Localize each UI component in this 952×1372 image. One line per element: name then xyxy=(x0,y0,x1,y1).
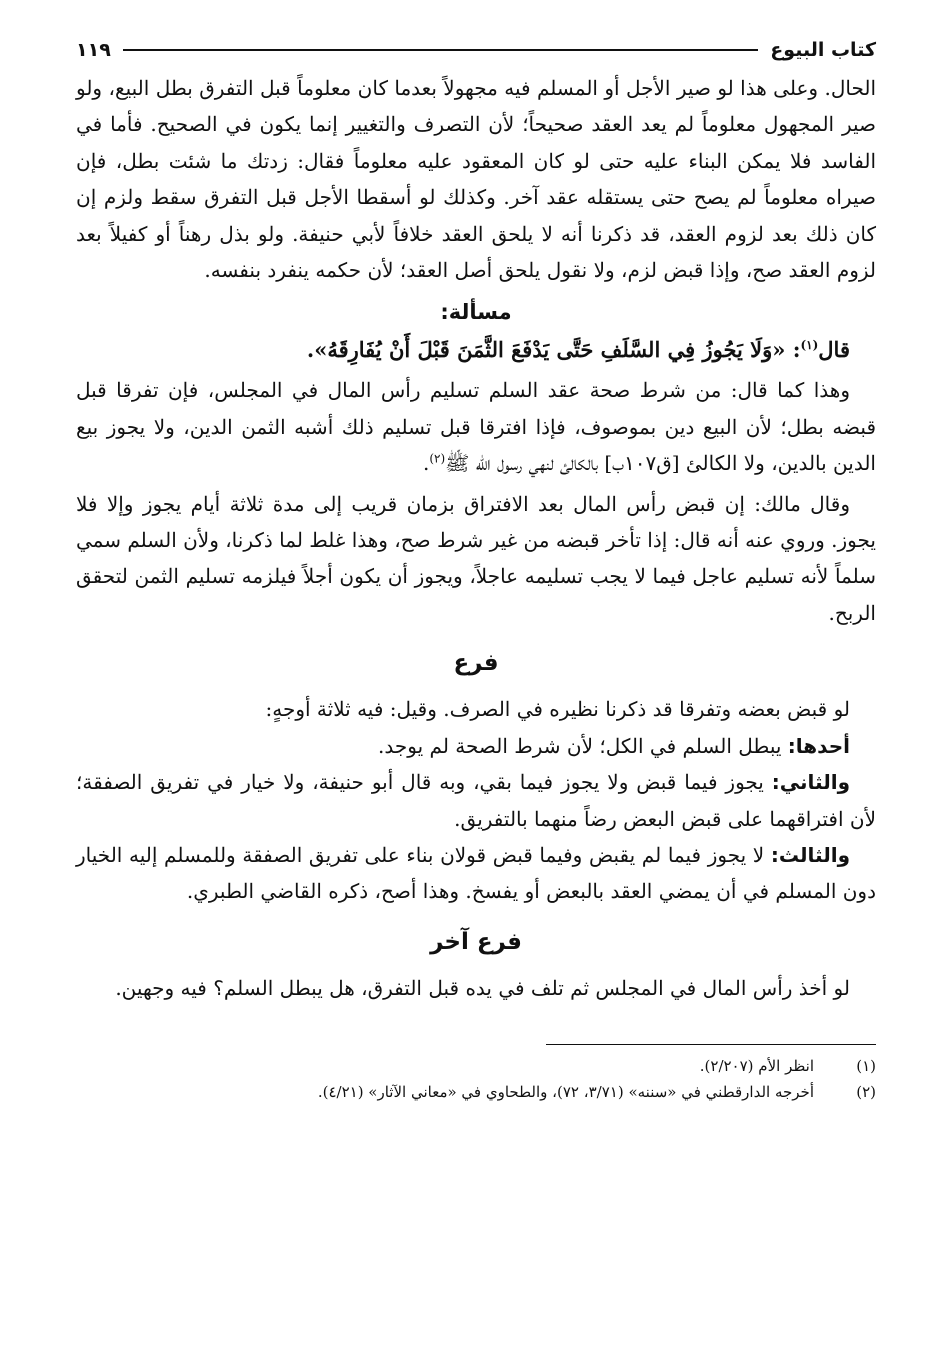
running-header xyxy=(76,30,876,70)
footnote-2 xyxy=(76,1079,876,1105)
paragraph-partial-receipt: لو قبض بعضه وتفرقا قد ذكرنا نظيره في الصرف. وقيل: فيه ثلاثة أوجهٍ: xyxy=(265,697,850,722)
footnote-ref-1[interactable]: (١) xyxy=(800,338,819,353)
opinion-third-text: لا يجوز فيما لم يقبض وفيما قبض قولان بناء على تفريق الصفقة وللمسلم إليه الخيار دون المسلم في أن يمضي العقد بالبعض أو يفسخ. وهذا أصح، ذكره القاضي الطبري. xyxy=(76,842,876,904)
opinion-second-text: يجوز فيما قبض ولا يجوز فيما بقي، وبه قال أبو حنيفة، ولا خيار في تفريق الصفقة؛ لأن افتراقهما على قبض البعض رضاً منهما بالتفريق. xyxy=(76,770,876,831)
opinion-first-label: أحدها: xyxy=(787,733,850,758)
paragraph-explanation-text: وهذا كما قال: من شرط صحة عقد السلم تسليم رأس المال في المجلس، فإن تفرقا قبل قبضه بطل؛ لأن البيع دين بموصوف، فإذا افترقا قبل تسليم ذلك أشبه الثمن الدين، ولا يجوز بيع الدين بالدين، ولا الكالئ [ق١٠٧ب] بالكالئ لنهي رسول الله ﷺ xyxy=(76,378,876,476)
footnote-1-text: انظر الأم (٢/٢٠٧). xyxy=(699,1057,814,1076)
opinion-third xyxy=(76,837,876,910)
paragraph-intro: الحال. وعلى هذا لو صير الأجل أو المسلم فيه مجهولاً بعدما كان معلوماً قبل التفرق بطل البيع، ولو صير المجهول معلوماً لم يعد العقد صحيحاً؛ لأن التصرف والتغيير إنما يكون في الصحيح. فأما في الفاسد فلا يمكن البناء عليه حتى لو كان المعقود عليه معلوماً فقال: زدتك ما شئت بطل، فإن صيراه معلوماً لم يصح حتى يستقله عقد آخر. وكذلك لو أسقطا الأجل قبل التفرق سقط ولزم إن كان ذلك بعد لزوم العقد، قد ذكرنا أنه لا يلحق العقد خلافاً لأبي حنيفة. ولو بذل رهناً أو كفيلاً بعد لزوم العقد صح، وإذا قبض لزم، ولا نقول يلحق أصل العقد؛ لأن حكمه ينفرد بنفسه. xyxy=(76,76,877,283)
header-rule xyxy=(123,49,759,51)
footnote-2-text: أخرجه الدارقطني في «سننه» (٣/٧١، ٧٢)، والطحاوي في «معاني الآثار» (٤/٢١). xyxy=(317,1083,814,1102)
opinion-first-text: يبطل السلم في الكل؛ لأن شرط الصحة لم يوجد. xyxy=(378,733,788,758)
quote-body: : «وَلَا يَجُوزُ فِي السَّلَفِ حَتَّى يَدْفَعَ الثَّمَنَ قَبْلَ أَنْ يُفَارِقَهُ». xyxy=(306,337,801,363)
opinion-first xyxy=(76,728,876,764)
opinion-second xyxy=(76,764,876,837)
another-branch-heading: فرع آخر xyxy=(430,928,522,955)
paragraph-explanation-end: . xyxy=(422,451,430,476)
branch-heading: فرع xyxy=(453,650,499,677)
footnotes xyxy=(76,1053,876,1105)
opinion-third-label: والثالث: xyxy=(770,842,850,867)
footnote-ref-2[interactable]: (٢) xyxy=(429,451,446,466)
book-title: كتاب البيوع xyxy=(770,39,876,61)
book-page xyxy=(76,30,876,1105)
footnote-1-number: (١) xyxy=(856,1057,876,1076)
issue-heading: مسألة: xyxy=(440,300,512,325)
paragraph-explanation xyxy=(76,372,876,481)
footnote-2-number: (٢) xyxy=(856,1083,876,1102)
page-number: ١١٩ xyxy=(76,39,111,61)
footnote-separator xyxy=(546,1044,876,1045)
quote-lead: قال xyxy=(818,337,850,363)
footnote-1 xyxy=(76,1053,876,1079)
paragraph-malik: وقال مالك: إن قبض رأس المال بعد الافتراق بزمان قريب إلى مدة ثلاثة أيام يجوز وإلا فلا يجوز. وروي عنه أنه قال: إذا تأخر قبضه من غير شرط صح، وهذا غلط لما ذكرنا، ولأن السلم سمي سلماً لأنه تسليم عاجل فيما لا يجب تسليمه عاجلاً، ويجوز أن يكون أجلاً فيلزمه تسليم الثمن لتحقق الربح. xyxy=(75,491,876,625)
opinion-second-label: والثاني: xyxy=(771,770,850,795)
quoted-text xyxy=(76,330,876,370)
paragraph-capital-loss: لو أخذ رأس المال في المجلس ثم تلف في يده قبل التفرق، هل يبطل السلم؟ فيه وجهين. xyxy=(115,975,850,1000)
